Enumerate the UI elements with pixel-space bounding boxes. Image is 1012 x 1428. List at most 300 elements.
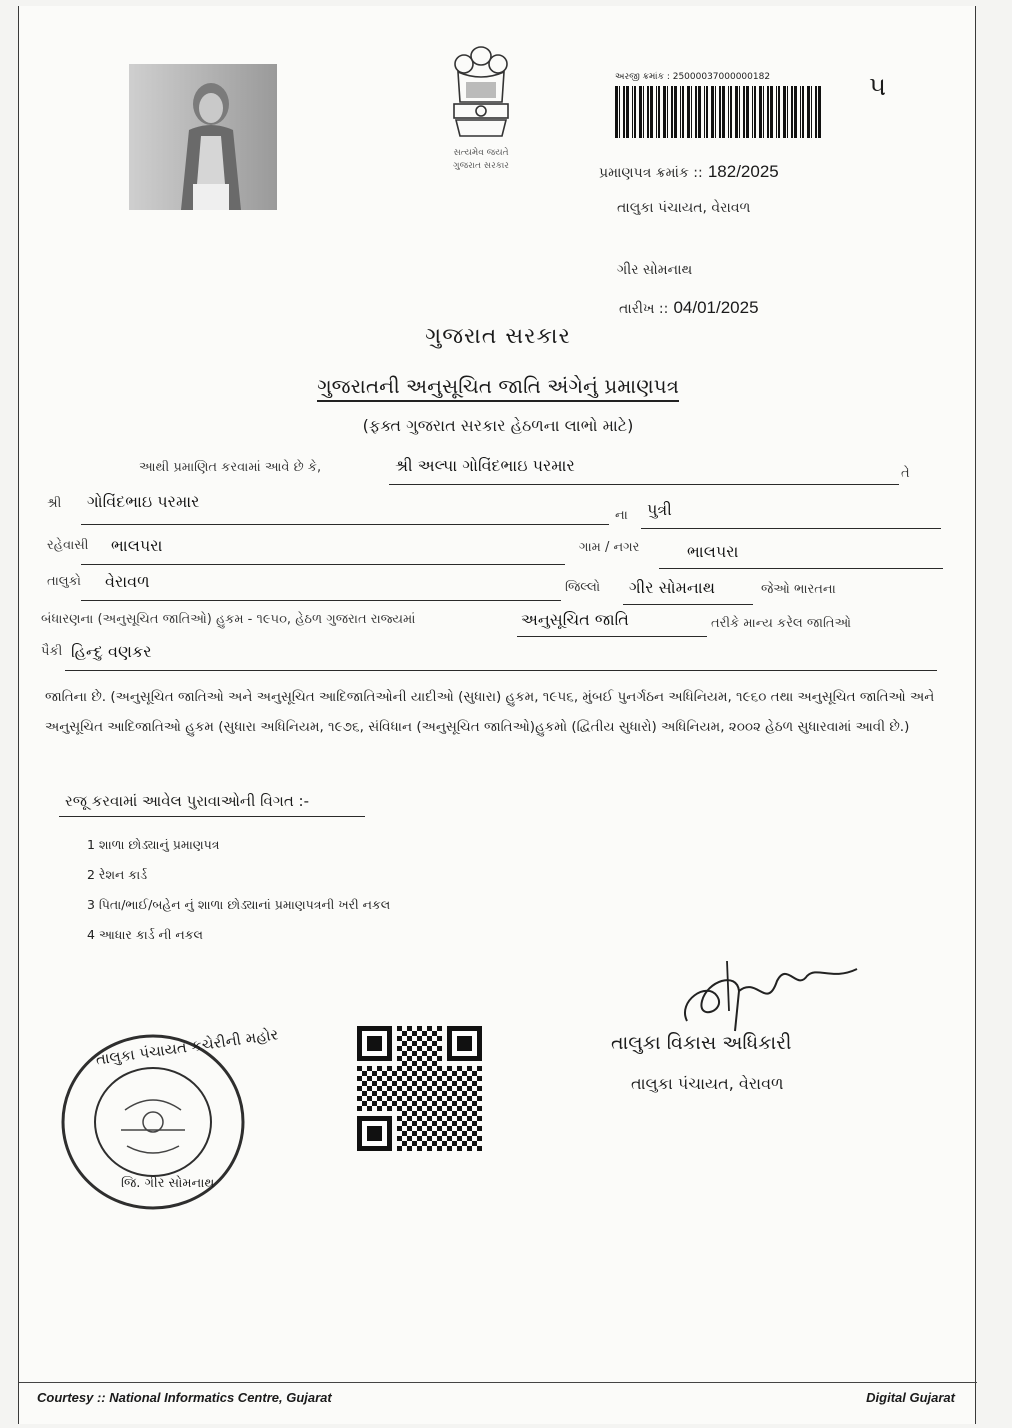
certificate-note: (ફક્ત ગુજરાત સરકાર હેઠળના લાભો માટે) xyxy=(362,416,634,435)
barcode-bar xyxy=(752,86,753,138)
district-line xyxy=(623,604,753,605)
qr-module xyxy=(462,1111,467,1116)
qr-module xyxy=(422,1041,427,1046)
qr-module xyxy=(422,1071,427,1076)
qr-module xyxy=(477,1066,482,1071)
qr-module xyxy=(377,1066,382,1071)
qr-module xyxy=(397,1136,402,1141)
caste-line xyxy=(65,670,937,671)
qr-module xyxy=(407,1066,412,1071)
qr-module xyxy=(412,1091,417,1096)
qr-module xyxy=(427,1136,432,1141)
qr-module xyxy=(477,1106,482,1111)
legal-paragraph: જાતિના છે. (અનુસૂચિત જાતિઓ અને અનુસૂચિત આદિજાતિઓની યાદીઓ (સુધારા) હુકમ, ૧૯૫૬, મુંબઈ પુનર્ગઠન અધિનિયમ, ૧૯૬૦ તથા અનુસૂચિત જાતિઓ અને અનુસૂચિત આદિજાતિઓ હુકમ (સુધારા અધિનિયમ, ૧૯૭૬, સંવિધાન (અનુસૂચિત જાતિઓ)હુકમો (દ્વિતીય સુધારો) અધિનિયમ, ૨૦૦૨ હેઠળ સુધારવામાં આવી છે.) xyxy=(45,689,935,735)
qr-module xyxy=(412,1071,417,1076)
qr-module xyxy=(387,1086,392,1091)
barcode-bar xyxy=(759,86,762,138)
person-name: શ્રી અલ્પા ગોવિંદભાઇ પરમાર xyxy=(395,456,575,475)
barcode-bar xyxy=(715,86,716,138)
qr-module xyxy=(417,1056,422,1061)
qr-module xyxy=(412,1081,417,1086)
qr-module xyxy=(457,1066,462,1071)
barcode-bar xyxy=(783,86,786,138)
qr-module xyxy=(442,1081,447,1086)
barcode xyxy=(615,86,825,138)
barcode-bar xyxy=(663,86,666,138)
qr-module xyxy=(452,1101,457,1106)
qr-module xyxy=(437,1116,442,1121)
documents-title-underline xyxy=(59,816,365,817)
qr-module xyxy=(477,1086,482,1091)
officer-signature xyxy=(667,951,867,1041)
qr-module xyxy=(427,1086,432,1091)
qr-module xyxy=(467,1066,472,1071)
document-item: 4 આધાર કાર્ડ ની નકલ xyxy=(87,927,203,942)
qr-module xyxy=(457,1146,462,1151)
qr-module xyxy=(412,1121,417,1126)
emblem-caption-2: ગુજરાત સરકાર xyxy=(453,161,509,171)
qr-module xyxy=(397,1146,402,1151)
resident-value: ભાલપરા xyxy=(111,536,163,555)
seal-bottom-text: જિ. ગીર સોમનાથ xyxy=(121,1176,215,1191)
relation-line xyxy=(641,528,941,529)
barcode-bar xyxy=(791,86,793,138)
qr-module xyxy=(407,1036,412,1041)
qr-module xyxy=(477,1126,482,1131)
qr-module xyxy=(367,1106,372,1111)
qr-module xyxy=(422,1081,427,1086)
barcode-bar xyxy=(728,86,729,138)
qr-module xyxy=(362,1091,367,1096)
qr-module xyxy=(467,1126,472,1131)
qr-module xyxy=(402,1131,407,1136)
qr-module xyxy=(387,1076,392,1081)
qr-module xyxy=(397,1066,402,1071)
qr-module xyxy=(407,1136,412,1141)
qr-module xyxy=(427,1116,432,1121)
qr-module xyxy=(457,1136,462,1141)
emblem-caption-1: સત્યમેવ જયતે xyxy=(453,148,509,158)
qr-finder xyxy=(367,1036,382,1051)
qr-module xyxy=(402,1071,407,1076)
qr-module xyxy=(467,1116,472,1121)
qr-module xyxy=(387,1106,392,1111)
qr-finder xyxy=(367,1126,382,1141)
qr-module xyxy=(407,1116,412,1121)
na-text: ના xyxy=(615,508,628,523)
qr-module xyxy=(432,1141,437,1146)
qr-module xyxy=(407,1026,412,1031)
qr-module xyxy=(417,1026,422,1031)
barcode-bar xyxy=(807,86,810,138)
qr-module xyxy=(467,1086,472,1091)
qr-module xyxy=(432,1031,437,1036)
barcode-bar xyxy=(730,86,732,138)
qr-module xyxy=(427,1126,432,1131)
qr-module xyxy=(457,1116,462,1121)
qr-module xyxy=(467,1106,472,1111)
qr-module xyxy=(407,1056,412,1061)
qr-module xyxy=(402,1041,407,1046)
qr-module xyxy=(437,1136,442,1141)
issuing-district: ગીર સોમનાથ xyxy=(617,262,693,278)
qr-module xyxy=(447,1146,452,1151)
documents-title: રજૂ કરવામાં આવેલ પુરાવાઓની વિગત :- xyxy=(65,792,310,810)
issue-date xyxy=(619,298,759,318)
village-value: ભાલપરા xyxy=(687,542,739,561)
qr-module xyxy=(472,1121,477,1126)
qr-module xyxy=(442,1071,447,1076)
qr-module xyxy=(472,1111,477,1116)
category-line xyxy=(517,636,707,637)
qr-module xyxy=(392,1071,397,1076)
qr-module xyxy=(367,1096,372,1101)
qr-module xyxy=(417,1136,422,1141)
barcode-bar xyxy=(691,86,692,138)
qr-module xyxy=(412,1051,417,1056)
qr-module xyxy=(472,1071,477,1076)
application-number-label: અરજી ક્રમાંક xyxy=(615,72,664,82)
qr-module xyxy=(462,1091,467,1096)
qr-module xyxy=(472,1081,477,1086)
qr-module xyxy=(422,1031,427,1036)
qr-module xyxy=(432,1041,437,1046)
handwritten-mark: ૫ xyxy=(869,72,887,102)
qr-module xyxy=(427,1106,432,1111)
qr-module xyxy=(442,1091,447,1096)
qr-module xyxy=(397,1106,402,1111)
office-seal xyxy=(55,1025,280,1218)
qr-module xyxy=(462,1121,467,1126)
qr-module xyxy=(437,1086,442,1091)
qr-module xyxy=(422,1051,427,1056)
issue-date-value: 04/01/2025 xyxy=(673,298,759,317)
qr-module xyxy=(417,1096,422,1101)
qr-module xyxy=(432,1131,437,1136)
footer-brand: Digital Gujarat xyxy=(866,1390,955,1405)
qr-module xyxy=(432,1071,437,1076)
qr-module xyxy=(392,1091,397,1096)
qr-module xyxy=(367,1086,372,1091)
footer-divider xyxy=(19,1382,977,1383)
qr-module xyxy=(447,1096,452,1101)
barcode-bar xyxy=(632,86,633,138)
qr-module xyxy=(382,1081,387,1086)
who-label: જેઓ ભારતના xyxy=(761,582,836,597)
qr-module xyxy=(452,1081,457,1086)
qr-module xyxy=(437,1026,442,1031)
barcode-bar xyxy=(818,86,821,138)
qr-module xyxy=(437,1096,442,1101)
barcode-bar xyxy=(643,86,644,138)
qr-module xyxy=(407,1046,412,1051)
qr-module xyxy=(377,1076,382,1081)
qr-module xyxy=(357,1076,362,1081)
father-name: ગોવિંદભાઇ પરમાર xyxy=(87,492,200,511)
qr-module xyxy=(467,1136,472,1141)
qr-module xyxy=(402,1111,407,1116)
certificate-number-value: 182/2025 xyxy=(707,162,779,181)
barcode-bar xyxy=(735,86,738,138)
qr-module xyxy=(362,1081,367,1086)
documents-list xyxy=(87,830,390,950)
qr-module xyxy=(417,1046,422,1051)
barcode-bar xyxy=(667,86,668,138)
qr-module xyxy=(427,1036,432,1041)
barcode-bar xyxy=(671,86,673,138)
certificate-number xyxy=(599,162,779,182)
qr-module xyxy=(432,1111,437,1116)
recognized-text: તરીકે માન્ય કરેલ જાતિઓ xyxy=(711,616,852,631)
application-number-value: 25000037000000182 xyxy=(672,72,771,82)
qr-module xyxy=(467,1146,472,1151)
qr-module xyxy=(442,1131,447,1136)
qr-module xyxy=(432,1121,437,1126)
relation: પુત્રી xyxy=(647,500,672,519)
qr-module xyxy=(417,1086,422,1091)
qr-module xyxy=(362,1071,367,1076)
qr-module xyxy=(402,1091,407,1096)
person-name-line xyxy=(389,484,899,485)
qr-module xyxy=(407,1076,412,1081)
qr-module xyxy=(402,1061,407,1066)
document-item: 2 રેશન કાર્ડ xyxy=(87,867,148,882)
qr-module xyxy=(447,1076,452,1081)
issuing-office: તાલુકા પંચાયત, વેરાવળ xyxy=(617,200,751,216)
qr-module xyxy=(412,1031,417,1036)
caste-prefix: પૈકી xyxy=(41,644,63,659)
order-text: બંધારણના (અનુસૂચિત જાતિઓ) હુકમ - ૧૯૫૦, હેઠળ ગુજરાત રાજ્યમાં xyxy=(41,612,416,627)
taluka-label: તાલુકો xyxy=(47,574,82,589)
qr-module xyxy=(452,1111,457,1116)
certificate-title xyxy=(19,374,977,398)
qr-module xyxy=(467,1076,472,1081)
village-line xyxy=(659,568,943,569)
qr-module xyxy=(407,1086,412,1091)
qr-module xyxy=(477,1076,482,1081)
qr-module xyxy=(432,1101,437,1106)
qr-module xyxy=(402,1031,407,1036)
issue-date-label: તારીખ :: xyxy=(619,301,669,317)
barcode-bar xyxy=(722,86,725,138)
qr-module xyxy=(437,1126,442,1131)
taluka-value: વેરાવળ xyxy=(105,572,150,591)
qr-module xyxy=(392,1081,397,1086)
barcode-bar xyxy=(626,86,629,138)
qr-module xyxy=(447,1066,452,1071)
qr-module xyxy=(427,1146,432,1151)
qr-module xyxy=(372,1091,377,1096)
qr-module xyxy=(457,1076,462,1081)
barcode-bar xyxy=(639,86,642,138)
barcode-bar xyxy=(719,86,721,138)
category-value: અનુસૂચિત જાતિ xyxy=(521,610,629,629)
qr-module xyxy=(432,1051,437,1056)
caste-value: હિન્દુ વણકર xyxy=(71,642,152,661)
qr-module xyxy=(367,1076,372,1081)
qr-module xyxy=(437,1046,442,1051)
qr-module xyxy=(397,1126,402,1131)
qr-module xyxy=(437,1066,442,1071)
applicant-photo xyxy=(129,64,277,210)
qr-module xyxy=(422,1131,427,1136)
qr-module xyxy=(357,1086,362,1091)
qr-module xyxy=(372,1081,377,1086)
qr-module xyxy=(447,1116,452,1121)
qr-module xyxy=(372,1101,377,1106)
shri-label: શ્રી xyxy=(47,496,62,511)
barcode-bar xyxy=(811,86,812,138)
qr-module xyxy=(477,1096,482,1101)
qr-module xyxy=(387,1066,392,1071)
qr-module xyxy=(447,1086,452,1091)
qr-module xyxy=(437,1036,442,1041)
qr-module xyxy=(387,1096,392,1101)
qr-module xyxy=(412,1141,417,1146)
qr-module xyxy=(397,1046,402,1051)
footer-courtesy: Courtesy :: National Informatics Centre, Gujarat xyxy=(37,1390,332,1405)
barcode-bar xyxy=(794,86,797,138)
te-text: તે xyxy=(901,466,910,481)
barcode-bar xyxy=(739,86,740,138)
qr-module xyxy=(427,1026,432,1031)
barcode-bar xyxy=(698,86,701,138)
qr-module xyxy=(427,1066,432,1071)
state-emblem xyxy=(431,42,531,182)
qr-module xyxy=(477,1136,482,1141)
barcode-bar xyxy=(706,86,708,138)
signature-icon xyxy=(667,951,867,1041)
qr-module xyxy=(457,1106,462,1111)
barcode-bar xyxy=(674,86,677,138)
qr-module xyxy=(417,1066,422,1071)
qr-code xyxy=(357,1026,483,1156)
barcode-bar xyxy=(802,86,804,138)
certificate-number-label: પ્રમાણપત્ર ક્રમાંક :: xyxy=(599,165,703,181)
qr-module xyxy=(412,1061,417,1066)
qr-module xyxy=(457,1126,462,1131)
qr-module xyxy=(437,1076,442,1081)
qr-module xyxy=(422,1091,427,1096)
barcode-bar xyxy=(650,86,653,138)
barcode-bar xyxy=(682,86,684,138)
qr-module xyxy=(362,1101,367,1106)
qr-module xyxy=(462,1071,467,1076)
qr-module xyxy=(397,1036,402,1041)
qr-module xyxy=(437,1056,442,1061)
lion-capital-icon xyxy=(436,42,526,142)
qr-module xyxy=(397,1026,402,1031)
qr-module xyxy=(402,1141,407,1146)
qr-module xyxy=(427,1046,432,1051)
qr-module xyxy=(422,1111,427,1116)
qr-module xyxy=(382,1071,387,1076)
qr-module xyxy=(412,1131,417,1136)
qr-module xyxy=(472,1131,477,1136)
barcode-bar xyxy=(787,86,788,138)
certificate-page xyxy=(18,6,976,1424)
qr-module xyxy=(417,1036,422,1041)
qr-module xyxy=(472,1101,477,1106)
qr-module xyxy=(427,1096,432,1101)
village-label: ગામ / નગર xyxy=(579,540,640,555)
qr-module xyxy=(402,1051,407,1056)
qr-module xyxy=(417,1106,422,1111)
barcode-bar xyxy=(656,86,657,138)
qr-module xyxy=(422,1061,427,1066)
barcode-bar xyxy=(711,86,714,138)
qr-module xyxy=(462,1141,467,1146)
qr-module xyxy=(357,1096,362,1101)
taluka-line xyxy=(81,600,561,601)
qr-module xyxy=(432,1061,437,1066)
barcode-bar xyxy=(695,86,697,138)
barcode-bar xyxy=(680,86,681,138)
barcode-bar xyxy=(743,86,745,138)
qr-module xyxy=(382,1101,387,1106)
barcode-bar xyxy=(770,86,773,138)
qr-module xyxy=(397,1096,402,1101)
qr-module xyxy=(407,1096,412,1101)
barcode-bar xyxy=(623,86,625,138)
qr-module xyxy=(427,1076,432,1081)
barcode-bar xyxy=(778,86,780,138)
father-name-line xyxy=(81,524,609,525)
qr-module xyxy=(377,1106,382,1111)
qr-module xyxy=(457,1086,462,1091)
qr-module xyxy=(462,1081,467,1086)
qr-module xyxy=(442,1141,447,1146)
qr-finder xyxy=(457,1036,472,1051)
qr-module xyxy=(447,1126,452,1131)
qr-module xyxy=(422,1121,427,1126)
barcode-bar xyxy=(746,86,749,138)
barcode-bar xyxy=(658,86,660,138)
qr-module xyxy=(397,1086,402,1091)
qr-module xyxy=(442,1111,447,1116)
resident-line xyxy=(81,564,565,565)
qr-module xyxy=(442,1121,447,1126)
barcode-bar xyxy=(767,86,769,138)
seal-top-text: તાલુકા પંચાયત કચેરીની મહોર xyxy=(94,1025,280,1069)
qr-module xyxy=(442,1101,447,1106)
qr-module xyxy=(462,1101,467,1106)
qr-module xyxy=(377,1096,382,1101)
qr-module xyxy=(422,1101,427,1106)
government-title: ગુજરાત સરકાર xyxy=(425,324,571,349)
barcode-bar xyxy=(687,86,690,138)
qr-module xyxy=(432,1081,437,1086)
qr-module xyxy=(357,1106,362,1111)
qr-module xyxy=(427,1056,432,1061)
qr-module xyxy=(397,1076,402,1081)
qr-module xyxy=(412,1111,417,1116)
qr-module xyxy=(452,1071,457,1076)
document-item: 3 પિતા/ભાઈ/બહેન નું શાળા છોડ્યાનાં પ્રમાણપત્રની ખરી નકલ xyxy=(87,897,391,912)
district-value: ગીર સોમનાથ xyxy=(629,578,715,597)
qr-module xyxy=(367,1066,372,1071)
intro-text: આથી પ્રમાણિત કરવામાં આવે છે કે, xyxy=(139,460,322,475)
qr-module xyxy=(472,1141,477,1146)
qr-module xyxy=(407,1146,412,1151)
qr-module xyxy=(477,1116,482,1121)
qr-module xyxy=(457,1096,462,1101)
qr-module xyxy=(407,1126,412,1131)
qr-module xyxy=(472,1091,477,1096)
barcode-bar xyxy=(815,86,817,138)
qr-module xyxy=(407,1106,412,1111)
qr-module xyxy=(452,1121,457,1126)
